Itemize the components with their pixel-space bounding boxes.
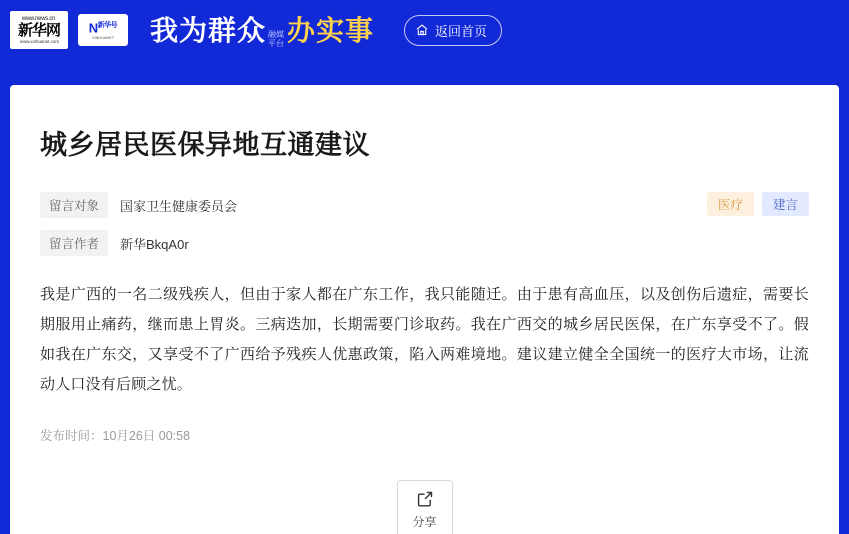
meta-row-author [40, 230, 809, 256]
share-button[interactable] [397, 480, 453, 534]
nplus-logo-sup: 新华号 [97, 21, 118, 29]
page-title: 城乡居民医保异地互通建议 [40, 130, 370, 160]
brand-title-sub [268, 30, 284, 48]
nplus-logo[interactable] [78, 14, 128, 46]
meta-value-target: 国家卫生健康委员会 [120, 198, 238, 214]
tag-medical[interactable]: 医疗 [707, 192, 754, 216]
brand-title-accent: 办实事 [287, 15, 375, 46]
xinhuanet-logo-url-bottom: www.xinhuanet.com [19, 39, 59, 44]
meta-row-target [40, 192, 809, 218]
post-content: 我是广西的一名二级残疾人，但由于家人都在广东工作，我只能随迁。由于患有高血压，以及创伤后遗症，需要长期服用止痛药，继而患上胃炎。三病迭加，长期需要门诊取药。我在广西交的城乡居民医保，在广东享受不了。假如我在广东交，又享受不了广西给予残疾人优惠政策，陷入两难境地。建议建立健全全国统一的医疗大市场，让流动人口没有后顾之忧。 [40, 286, 809, 393]
xinhuanet-logo-main: 新华网 [17, 21, 60, 39]
tag-list [707, 192, 809, 216]
share-arrow-icon [415, 489, 435, 509]
share-area [40, 480, 809, 534]
nplus-logo-main [89, 19, 117, 35]
post-card [10, 85, 839, 534]
publish-time: 发布时间：10月26日 00:58 [40, 429, 191, 443]
meta-label-target: 留言对象 [40, 192, 108, 218]
home-icon [415, 23, 429, 37]
meta-value-author: 新华BkqA0r [120, 236, 189, 252]
brand-title-main: 我为群众 [150, 15, 267, 46]
meta-label-author: 留言作者 [40, 230, 108, 256]
site-header [0, 0, 849, 60]
nplus-logo-letter: N [88, 20, 98, 36]
brand-title [150, 9, 374, 51]
nplus-logo-bottom: XINHUANET [91, 35, 115, 40]
tag-advice[interactable]: 建言 [762, 192, 809, 216]
xinhuanet-logo[interactable] [10, 11, 68, 49]
xinhuanet-logo-url-top: www.news.cn [22, 15, 56, 22]
back-to-home-button[interactable] [404, 15, 502, 46]
brand-title-sub2: 平台 [268, 39, 285, 48]
brand-title-sub1: 融媒 [268, 30, 285, 39]
share-label: 分享 [412, 514, 437, 529]
back-to-home-label: 返回首页 [435, 23, 488, 39]
